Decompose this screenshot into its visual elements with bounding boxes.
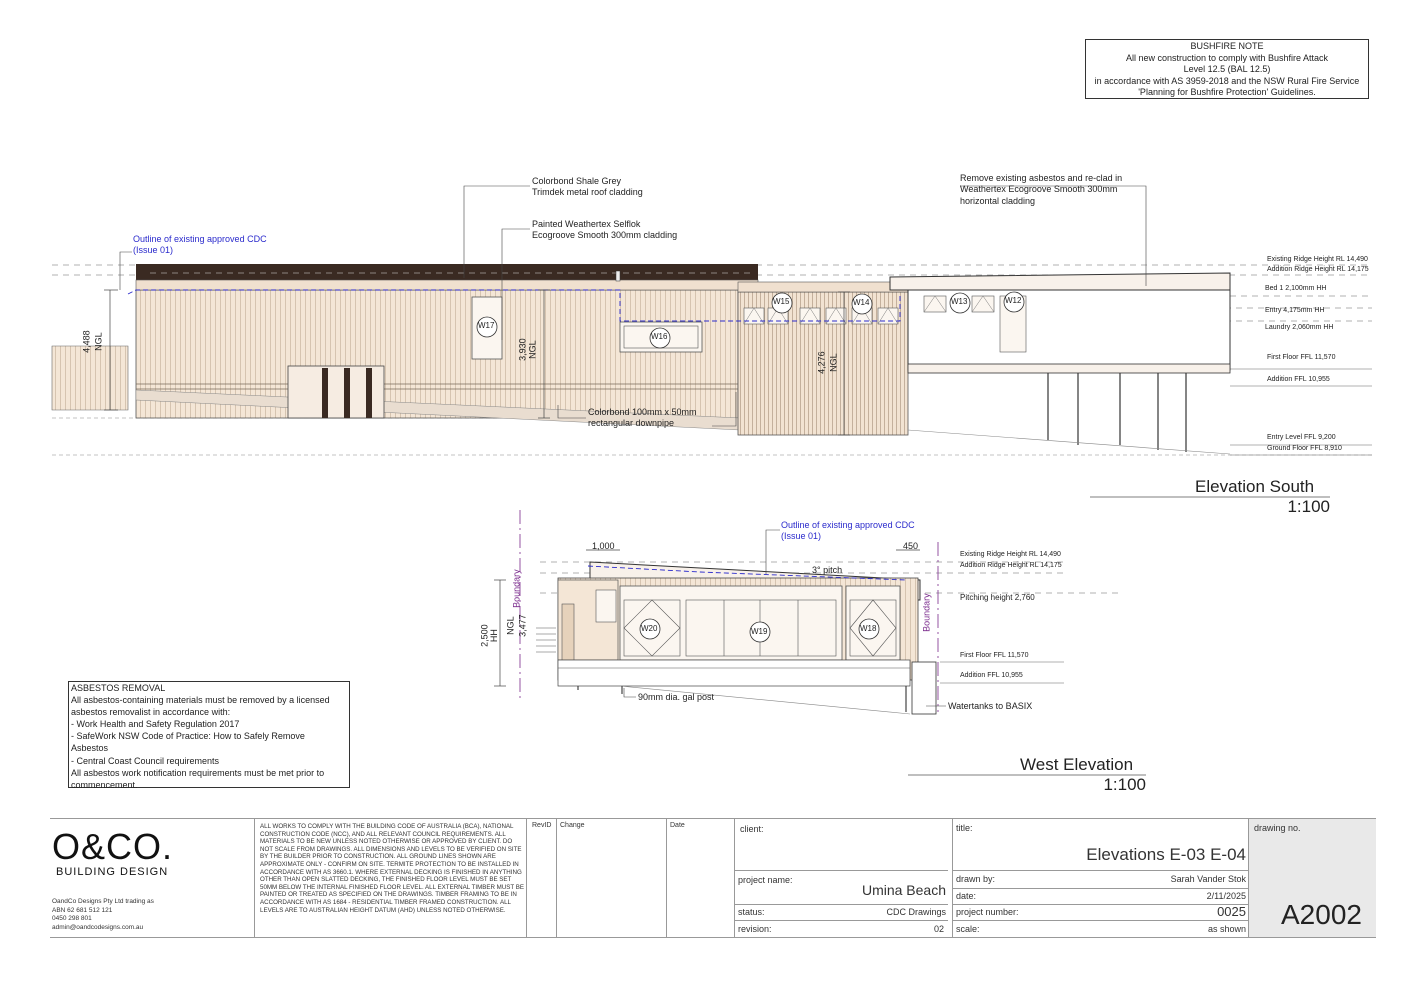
- scale-value: as shown: [1207, 924, 1246, 934]
- level-label: Existing Ridge Height RL 14,490: [960, 551, 1061, 558]
- pitch-label: 3° pitch: [812, 565, 843, 575]
- level-label: Addition Ridge Height RL 14,175: [1267, 266, 1369, 273]
- project-name-label: project name:: [738, 875, 793, 885]
- level-label: Laundry 2,060mm HH: [1265, 324, 1334, 331]
- client-label: client:: [740, 824, 764, 834]
- window-tag: W16: [651, 332, 668, 341]
- annotation-post: 90mm dia. gal post: [638, 692, 715, 702]
- level-label: Addition FFL 10,955: [960, 672, 1023, 679]
- drawn-by-label: drawn by:: [956, 874, 996, 884]
- window-tag: W18: [860, 624, 877, 633]
- bushfire-note-title: BUSHFIRE NOTE: [1190, 41, 1264, 51]
- annotation-reclad: Remove existing asbestos and re-clad in Weathertex Ecogroove Smooth 300mm horizontal cladding: [960, 173, 1123, 206]
- dimension-label: 2,500: [479, 624, 490, 647]
- dimension-label: NGL: [93, 332, 104, 351]
- annotation-downpipe: Colorbond 100mm x 50mm rectangular downpipe: [588, 407, 697, 429]
- asbestos-note: ASBESTOS REMOVAL All asbestos-containing materials must be removed by a licensed asbestos removalist in accordance with: - Work Health and Safety Regulation 2017 - SafeWork NSW Code of Practice: How to Safely Remove Asbestos - Central Coast Council requirements All asbestos work notification requirements must be met prior to commencement.: [68, 681, 350, 788]
- dimension-label: 4,276: [816, 351, 827, 374]
- bushfire-note-line: Level 12.5 (BAL 12.5): [1183, 64, 1271, 74]
- general-notes: ALL WORKS TO COMPLY WITH THE BUILDING CODE OF AUSTRALIA (BCA), NATIONAL CONSTRUCTION CODE (NCC), AND ALL RELEVANT COUNCIL REQUIREMENTS. ALL MATERIALS TO BE NEW UNLESS NOTED OTHERWISE OR APPROVED BY CLIENT. DO NOT SCALE FROM DRAWINGS. ALL DIMENSIONS AND LEVELS TO BE VERIFIED ON SITE BY THE BUILDER PRIOR TO CONSTRUCTION. ALL GROUND LINES SHOWN ARE APPROXIMATE ONLY - CONFIRM ON SITE. TERMITE PROTECTION TO BE INSTALLED IN ACCORDANCE WITH AS 3660.1. WHERE EXTERNAL DECKING IS FINISHED IN ANYTHING OTHER THAN OPEN SLATTED DECKING, THE FINISHED FLOOR LEVEL MUST BE SET 50MM BELOW THE INTERNAL FINISHED FLOOR LEVEL. ALL EXTERNAL TIMBER MUST BE PAINTED OR TREATED AS SPECIFIED ON THE DRAWINGS. TIMBER FRAMING TO BE IN ACCORDANCE WITH AS 1684 - RESIDENTIAL TIMBER FRAMED CONSTRUCTION. ALL LEVELS ARE TO AUSTRALIAN HEIGHT DATUM (AHD) UNLESS NOTED OTHERWISE.: [260, 823, 525, 914]
- dimension-label: 1,000: [592, 541, 615, 551]
- dimension-label: NGL: [828, 353, 839, 372]
- window-tag: W12: [1005, 296, 1022, 305]
- level-label: Pitching height 2,760: [960, 593, 1035, 602]
- date-value: 2/11/2025: [1206, 891, 1246, 901]
- dimension-label: NGL: [505, 616, 516, 635]
- drawing-no-label: drawing no.: [1254, 823, 1301, 833]
- project-number-label: project number:: [956, 907, 1019, 917]
- dimension-label: NGL: [527, 340, 538, 359]
- project-number-value: 0025: [1217, 904, 1246, 919]
- south-elevation-scale: 1:100: [1287, 497, 1330, 516]
- scale-label: scale:: [956, 924, 980, 934]
- annotation-roof: Colorbond Shale Grey Trimdek metal roof cladding: [532, 176, 643, 198]
- drawing-title: Elevations E-03 E-04: [1086, 845, 1246, 864]
- south-elevation-title: Elevation South: [1195, 477, 1315, 496]
- dimension-label: 3,930: [517, 338, 528, 361]
- west-elevation-scale: 1:100: [1103, 775, 1146, 794]
- window-tag: W20: [641, 624, 658, 633]
- dimension-label: 4,488: [81, 330, 92, 353]
- level-label: First Floor FFL 11,570: [1267, 354, 1336, 361]
- title-block: [50, 818, 1376, 938]
- annotation-cladding: Painted Weathertex Selflok Ecogroove Smooth 300mm cladding: [532, 219, 678, 241]
- window-tag: W14: [853, 298, 870, 307]
- revision-label: revision:: [738, 924, 772, 934]
- level-label: Addition Ridge Height RL 14,175: [960, 562, 1062, 569]
- company-details: OandCo Designs Pty Ltd trading as ABN 62 681 512 121 0450 298 801 admin@oandcodesigns.com.au: [52, 898, 154, 931]
- rev-header-date: Date: [670, 822, 685, 829]
- level-label: Bed 1 2,100mm HH: [1265, 285, 1327, 292]
- company-logo: O&CO.: [52, 826, 174, 867]
- dimension-label: 3,477: [517, 614, 528, 637]
- west-elevation-title: West Elevation: [1020, 755, 1134, 774]
- level-label: Entry Level FFL 9,200: [1267, 434, 1336, 441]
- drawn-by-value: Sarah Vander Stok: [1170, 874, 1246, 884]
- boundary-label: Boundary: [511, 569, 522, 608]
- annotation-cdc-outline: Outline of existing approved CDC (Issue 01): [133, 234, 267, 256]
- rev-header-id: RevID: [532, 822, 552, 829]
- window-tag: W15: [773, 297, 790, 306]
- title-label: title:: [956, 823, 973, 833]
- date-label: date:: [956, 891, 977, 901]
- window-tag: W17: [478, 321, 495, 330]
- status-label: status:: [738, 907, 765, 917]
- revision-value: 02: [933, 924, 944, 934]
- level-label: Entry 4,175mm HH: [1265, 307, 1325, 314]
- rev-header-change: Change: [560, 822, 585, 829]
- south-roof: [136, 264, 758, 280]
- level-label: Existing Ridge Height RL 14,490: [1267, 256, 1368, 263]
- level-label: Ground Floor FFL 8,910: [1267, 445, 1342, 452]
- asbestos-note-title: ASBESTOS REMOVAL: [71, 683, 166, 693]
- status-value: CDC Drawings: [886, 907, 946, 917]
- annotation-watertanks: Watertanks to BASIX: [948, 701, 1033, 711]
- window-tag: W19: [751, 627, 768, 636]
- bushfire-note-line: 'Planning for Bushfire Protection' Guidelines.: [1138, 87, 1316, 97]
- project-name: Umina Beach: [861, 882, 946, 898]
- drawing-number-panel: [1249, 819, 1376, 937]
- level-label: First Floor FFL 11,570: [960, 652, 1029, 659]
- west-annotation-cdc-outline: Outline of existing approved CDC (Issue 01): [781, 520, 915, 542]
- bushfire-note-line: All new construction to comply with Bushfire Attack: [1125, 52, 1329, 63]
- window-tag: W13: [951, 297, 968, 306]
- dimension-label: HH: [488, 629, 499, 643]
- drawing-number: A2002: [1281, 899, 1362, 930]
- boundary-label: Boundary: [921, 593, 932, 632]
- company-logo-sub: BUILDING DESIGN: [56, 866, 169, 878]
- level-label: Addition FFL 10,955: [1267, 376, 1330, 383]
- dimension-label: 450: [903, 541, 919, 551]
- bushfire-note-line: in accordance with AS 3959-2018 and the NSW Rural Fire Service: [1094, 75, 1360, 86]
